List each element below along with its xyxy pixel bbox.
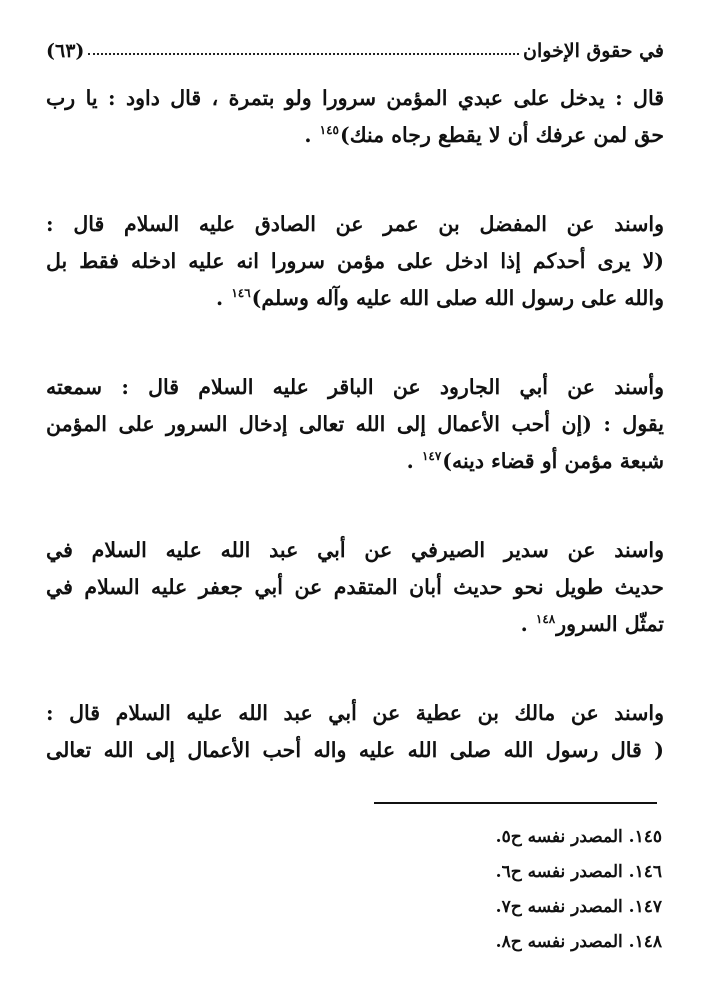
book-title: في حقوق الإخوان (523, 40, 664, 62)
text-line: قال : يدخل على عبدي المؤمن سرورا ولو بتمرة ، قال داود : يا رب (46, 86, 664, 110)
paragraph-5 (46, 695, 664, 769)
paragraph-3 (46, 369, 664, 480)
text-line: (لا يرى أحدكم إذا ادخل على مؤمن سرورا انه عليه ادخله فقط بل (46, 249, 664, 273)
text-line: ( قال رسول الله صلى الله عليه واله أحب الأعمال إلى الله تعالى (46, 738, 664, 762)
footnote-separator (374, 802, 657, 804)
footnote-marker[interactable]: ١٤٧ (421, 449, 442, 464)
text-line: تمثّل السرور$^{١٤٨}$ . (520, 612, 664, 636)
text-line: واسند عن مالك بن عطية عن أبي عبد الله عليه السلام قال : (46, 701, 664, 725)
text-line: حديث طويل نحو حديث أبان المتقدم عن أبي جعفر عليه السلام في (46, 575, 664, 599)
footnotes (46, 820, 662, 960)
footnote-marker[interactable]: ١٤٥ (319, 123, 339, 138)
footnote-item: ١٤٧. المصدر نفسه ح٧. (495, 897, 662, 917)
footnote-item: ١٤٥. المصدر نفسه ح٥. (495, 827, 662, 847)
paragraph-4 (46, 532, 664, 643)
footnote-item: ١٤٨. المصدر نفسه ح٨. (495, 932, 662, 952)
text-line: شبعة مؤمن أو قضاء دينه)$^{١٤٧}$ . (406, 449, 664, 473)
paragraph-2 (46, 206, 664, 317)
text-line: حق لمن عرفك أن لا يقطع رجاه منك)$^{١٤٥}$ . (304, 123, 664, 147)
text-line: واسند عن المفضل بن عمر عن الصادق عليه السلام قال : (46, 212, 664, 236)
text-line: يقول : (إن أحب الأعمال إلى الله تعالى إدخال السرور على المؤمن (46, 412, 664, 436)
footnote-item: ١٤٦. المصدر نفسه ح٦. (495, 862, 662, 882)
body-text (46, 80, 664, 821)
text-line: واسند عن سدير الصيرفي عن أبي عبد الله عليه السلام في (46, 538, 664, 562)
text-line: وأسند عن أبي الجارود عن الباقر عليه السلام قال : سمعته (46, 375, 664, 399)
page-number: (٦٣) (46, 40, 85, 62)
running-header (46, 28, 664, 62)
header-dot-leader (88, 53, 519, 55)
footnote-marker[interactable]: ١٤٦ (231, 286, 251, 301)
footnote-marker[interactable]: ١٤٨ (535, 612, 556, 627)
paragraph-1 (46, 80, 664, 154)
text-line: والله على رسول الله صلى الله عليه وآله وسلم)$^{١٤٦}$ . (216, 286, 664, 310)
